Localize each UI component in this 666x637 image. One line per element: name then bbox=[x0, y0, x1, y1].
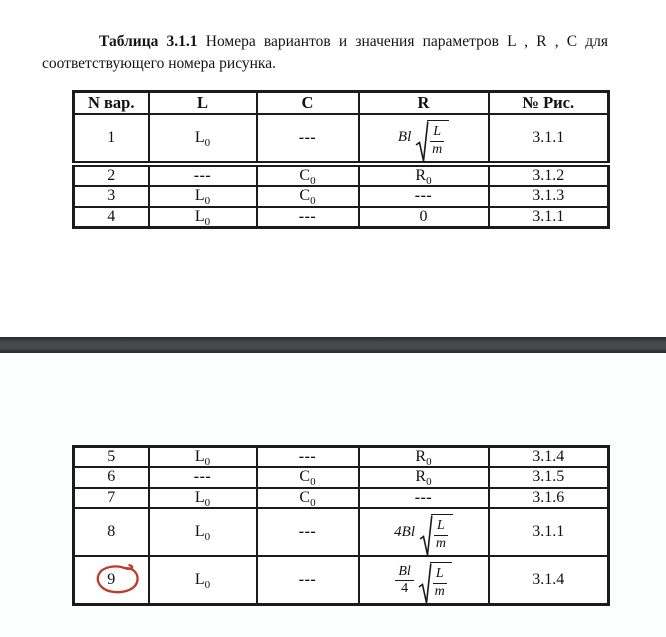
symbol-subscript: 0 bbox=[426, 175, 432, 188]
symbol-base: L bbox=[194, 522, 205, 540]
column-header: № Рис. bbox=[489, 92, 609, 115]
fraction-numerator: Bl bbox=[395, 564, 413, 582]
cell-R bbox=[359, 556, 489, 605]
cell-fig bbox=[489, 164, 609, 186]
fraction-numerator: L bbox=[430, 124, 444, 142]
column-header: C bbox=[257, 92, 359, 115]
variant-number: 5 bbox=[107, 448, 116, 465]
cell-text: 0 bbox=[419, 207, 428, 225]
fraction-numerator: L bbox=[433, 566, 447, 584]
cell-text: --- bbox=[298, 128, 317, 146]
cell-text: 3.1.1 bbox=[532, 128, 565, 146]
square-root bbox=[419, 513, 453, 551]
cell-text: 3.1.1 bbox=[532, 522, 565, 540]
cell-nvar bbox=[74, 207, 149, 228]
symbol-base: L bbox=[194, 128, 205, 146]
circled-variant bbox=[107, 571, 115, 589]
variant-number: 4 bbox=[107, 207, 116, 225]
cell-nvar bbox=[74, 508, 149, 556]
radicand bbox=[427, 120, 449, 157]
table-row bbox=[74, 164, 609, 186]
cell-text: --- bbox=[298, 448, 317, 465]
variant-number: 8 bbox=[107, 522, 116, 540]
symbol-base: C bbox=[299, 488, 311, 506]
table-header-row bbox=[74, 92, 609, 115]
caption-line-2: соответствующего номера рисунка. bbox=[42, 55, 276, 72]
variant-number: 2 bbox=[107, 167, 116, 184]
cell-C bbox=[257, 488, 359, 508]
cell-text: --- bbox=[193, 468, 212, 486]
cell-text: 3.1.3 bbox=[532, 187, 565, 205]
fraction-numerator: L bbox=[434, 518, 448, 536]
table-row bbox=[74, 447, 609, 468]
table-row bbox=[74, 207, 609, 228]
cell-R bbox=[359, 447, 489, 468]
table-header-row bbox=[74, 92, 609, 115]
cell-nvar bbox=[74, 556, 149, 605]
cell-C bbox=[257, 556, 359, 605]
symbol-base: C bbox=[299, 187, 311, 205]
column-header: N вар. bbox=[74, 92, 149, 115]
cell-text: 3.1.6 bbox=[532, 488, 565, 506]
caption-text: Номера вариантов и значения параметров L , R , C для bbox=[205, 33, 609, 50]
symbol-subscript: 0 bbox=[426, 476, 432, 489]
cell-R bbox=[359, 508, 489, 556]
cell-C bbox=[257, 114, 359, 164]
cell-nvar bbox=[74, 447, 149, 468]
cell-C bbox=[257, 467, 359, 487]
cell-fig bbox=[489, 556, 609, 605]
fraction-denominator: m bbox=[434, 583, 445, 599]
cell-text: --- bbox=[298, 522, 317, 540]
symbol-subscript: 0 bbox=[310, 195, 316, 208]
formula bbox=[394, 513, 453, 551]
symbol-subscript: 0 bbox=[204, 195, 211, 208]
square-root bbox=[415, 119, 449, 157]
cell-text: --- bbox=[414, 187, 433, 205]
cell-L bbox=[149, 508, 257, 556]
cell-text: --- bbox=[193, 167, 212, 184]
symbol-subscript: 0 bbox=[310, 496, 316, 509]
caption-line-1 bbox=[42, 31, 608, 53]
variant-number: 1 bbox=[107, 128, 116, 146]
cell-nvar bbox=[74, 467, 149, 487]
table-row bbox=[74, 488, 609, 508]
cell-L bbox=[149, 186, 257, 206]
symbol-subscript: 0 bbox=[310, 476, 316, 489]
table-row bbox=[74, 114, 609, 164]
fraction-denominator: m bbox=[432, 141, 443, 157]
symbol-base: C bbox=[299, 468, 311, 486]
cell-R bbox=[359, 164, 489, 186]
symbol-base: L bbox=[194, 570, 205, 588]
radicand bbox=[431, 514, 453, 551]
cell-C bbox=[257, 186, 359, 206]
table-caption bbox=[42, 31, 608, 75]
symbol-subscript: 0 bbox=[204, 215, 211, 228]
variant-number: 3 bbox=[107, 187, 116, 205]
cell-C bbox=[257, 164, 359, 186]
fraction bbox=[430, 124, 444, 157]
cell-L bbox=[149, 114, 257, 164]
cell-text: --- bbox=[414, 488, 433, 506]
fraction bbox=[434, 518, 448, 551]
formula-coefficient: 4Bl bbox=[394, 523, 416, 540]
fraction bbox=[433, 566, 447, 599]
cell-fig bbox=[489, 467, 609, 487]
formula bbox=[395, 561, 451, 599]
cell-R bbox=[359, 488, 489, 508]
formula-coefficient: Bl bbox=[397, 129, 412, 146]
variant-number: 9 bbox=[107, 570, 116, 588]
cell-fig bbox=[489, 488, 609, 508]
cell-C bbox=[257, 508, 359, 556]
cell-text: 3.1.5 bbox=[532, 468, 565, 486]
cell-C bbox=[257, 447, 359, 468]
variant-number: 6 bbox=[107, 468, 116, 486]
cell-fig bbox=[489, 207, 609, 228]
symbol-base: R bbox=[415, 468, 427, 486]
symbol-base: L bbox=[194, 187, 205, 205]
symbol-subscript: 0 bbox=[204, 456, 211, 469]
cell-R bbox=[359, 467, 489, 487]
red-circle-annotation bbox=[94, 563, 142, 596]
symbol-subscript: 0 bbox=[204, 496, 211, 509]
cell-nvar bbox=[74, 114, 149, 164]
fraction bbox=[395, 564, 413, 597]
cell-text: 3.1.4 bbox=[532, 448, 565, 465]
symbol-subscript: 0 bbox=[310, 175, 316, 188]
symbol-subscript: 0 bbox=[204, 579, 211, 592]
symbol-subscript: 0 bbox=[204, 136, 211, 149]
symbol-base: L bbox=[194, 488, 205, 506]
table-row bbox=[74, 556, 609, 605]
square-root bbox=[418, 561, 452, 599]
variants-table-page2 bbox=[72, 445, 610, 606]
cell-text: --- bbox=[298, 570, 317, 588]
symbol-base: C bbox=[299, 167, 311, 184]
cell-L bbox=[149, 207, 257, 228]
cell-R bbox=[359, 207, 489, 228]
cell-fig bbox=[489, 447, 609, 468]
cell-text: --- bbox=[298, 207, 317, 225]
symbol-base: L bbox=[194, 448, 205, 465]
page-separator bbox=[0, 337, 666, 353]
cell-L bbox=[149, 488, 257, 508]
cell-text: 3.1.4 bbox=[532, 570, 565, 588]
cell-nvar bbox=[74, 488, 149, 508]
radicand bbox=[430, 562, 452, 599]
table-row bbox=[74, 467, 609, 487]
cell-L bbox=[149, 467, 257, 487]
symbol-subscript: 0 bbox=[204, 531, 211, 544]
fraction-denominator: m bbox=[435, 535, 446, 551]
variants-table-page1 bbox=[72, 90, 610, 229]
cell-fig bbox=[489, 508, 609, 556]
cell-L bbox=[149, 447, 257, 468]
cell-fig bbox=[489, 186, 609, 206]
column-header: L bbox=[149, 92, 257, 115]
cell-text: 3.1.2 bbox=[532, 167, 565, 184]
cell-C bbox=[257, 207, 359, 228]
symbol-base: R bbox=[415, 167, 427, 184]
cell-nvar bbox=[74, 186, 149, 206]
variant-number: 7 bbox=[107, 488, 116, 506]
cell-R bbox=[359, 114, 489, 164]
fraction-denominator: 4 bbox=[401, 581, 409, 597]
symbol-base: R bbox=[415, 448, 427, 465]
cell-L bbox=[149, 164, 257, 186]
cell-R bbox=[359, 186, 489, 206]
cell-text: 3.1.1 bbox=[532, 207, 565, 225]
table-row bbox=[74, 508, 609, 556]
cell-L bbox=[149, 556, 257, 605]
column-header: R bbox=[359, 92, 489, 115]
cell-nvar bbox=[74, 164, 149, 186]
symbol-subscript: 0 bbox=[426, 456, 432, 469]
symbol-base: L bbox=[194, 207, 205, 225]
cell-fig bbox=[489, 114, 609, 164]
formula bbox=[398, 119, 449, 157]
table-row bbox=[74, 186, 609, 206]
caption-label: Таблица 3.1.1 bbox=[99, 33, 198, 50]
